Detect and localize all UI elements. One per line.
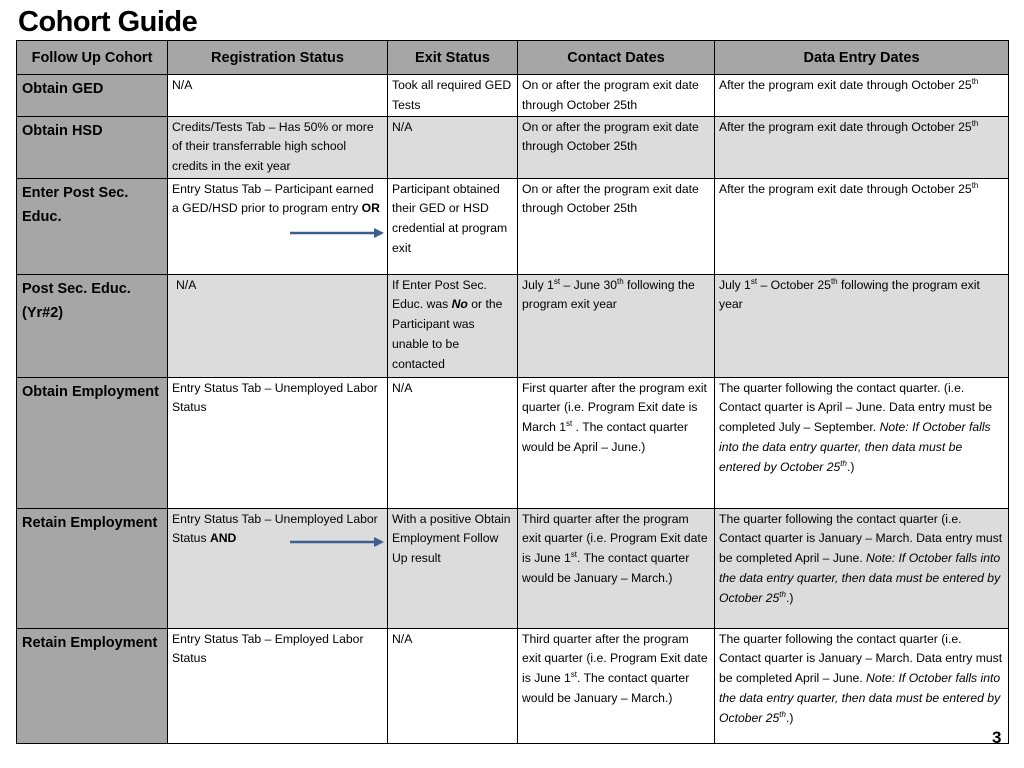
- cohort-guide-table: [16, 40, 1009, 744]
- exit-text-post: or the Participant was unable to be contacted: [392, 297, 503, 371]
- contact-text: Third quarter after the program exit quarter (i.e. Program Exit date is June 1: [522, 631, 708, 686]
- entry-note: Note: If October falls into the data entry quarter, then data must be entered by October 25: [719, 420, 991, 474]
- entry-sup: th: [840, 458, 847, 468]
- contact-sup: st: [566, 419, 573, 429]
- registration-text: N/A: [176, 277, 197, 292]
- contact-dates-cell: [518, 508, 715, 628]
- contact-sup: st: [570, 550, 578, 560]
- contact-sup: st: [553, 276, 561, 286]
- data-entry-dates-cell: [715, 628, 1009, 743]
- exit-status-cell: N/A: [388, 377, 518, 508]
- cohort-cell: Post Sec. Educ. (Yr#2): [17, 274, 168, 377]
- table-row: [17, 628, 1009, 743]
- arrow-head: [374, 537, 384, 547]
- arrow-head: [374, 228, 384, 238]
- contact-sup: th: [617, 276, 624, 286]
- entry-text: The quarter following the contact quarter (i.e. Contact quarter is January – March. Data entry must be completed April – June.: [719, 631, 1003, 686]
- table-row: [17, 377, 1009, 508]
- data-entry-dates-cell: [715, 377, 1009, 508]
- entry-text: After the program exit date through October 25: [719, 181, 972, 196]
- exit-status-cell: Took all required GED Tests: [388, 75, 518, 117]
- data-entry-dates-cell: [715, 116, 1009, 178]
- header-follow-up-cohort: Follow Up Cohort: [17, 41, 168, 75]
- header-registration-status: Registration Status: [168, 41, 388, 75]
- data-entry-dates-cell: [715, 508, 1009, 628]
- contact-text: July 1: [522, 277, 554, 292]
- contact-sup: st: [570, 670, 578, 680]
- contact-dates-cell: [518, 274, 715, 377]
- exit-status-cell: N/A: [388, 628, 518, 743]
- registration-status-cell: Entry Status Tab – Employed Labor Status: [168, 628, 388, 743]
- contact-text: . The contact quarter would be April – June.): [522, 420, 688, 454]
- table-header-row: [17, 41, 1009, 75]
- table-row: [17, 274, 1009, 377]
- exit-text-emphasis: No: [451, 297, 468, 312]
- registration-text: Entry Status Tab – Participant earned a GED/HSD prior to program entry: [172, 181, 374, 216]
- entry-sup: th: [779, 709, 786, 719]
- contact-text: – June 30: [560, 277, 617, 292]
- entry-text-end: .): [846, 459, 855, 474]
- entry-sup: th: [830, 276, 838, 286]
- entry-text-end: .): [785, 590, 794, 605]
- registration-bold: OR: [361, 201, 380, 216]
- cohort-cell: Obtain HSD: [17, 116, 168, 178]
- contact-dates-cell: On or after the program exit date through October 25th: [518, 178, 715, 274]
- page-title: Cohort Guide: [18, 6, 198, 38]
- contact-dates-cell: [518, 377, 715, 508]
- right-arrow-icon: [290, 226, 386, 240]
- registration-status-cell: Credits/Tests Tab – Has 50% or more of their transferrable high school credits in the exit year: [168, 116, 388, 178]
- contact-dates-cell: On or after the program exit date through October 25th: [518, 116, 715, 178]
- table-row: [17, 75, 1009, 117]
- contact-text: . The contact quarter would be January – March.): [522, 551, 690, 585]
- entry-sup: th: [779, 589, 786, 599]
- registration-bold: AND: [209, 531, 237, 546]
- exit-status-cell: Participant obtained their GED or HSD credential at program exit: [388, 178, 518, 274]
- entry-note: Note: If October falls into the data entry quarter, then data must be entered by October 25: [719, 671, 1001, 725]
- entry-text: The quarter following the contact quarter (i.e. Contact quarter is January – March. Data entry must be completed April – June.: [719, 511, 1003, 566]
- entry-text: The quarter following the contact quarter. (i.e. Contact quarter is April – June. Data entry must be completed July – September.: [719, 380, 992, 435]
- header-data-entry-dates: Data Entry Dates: [715, 41, 1009, 75]
- entry-sup: th: [971, 180, 979, 190]
- exit-status-cell: N/A: [388, 116, 518, 178]
- data-entry-dates-cell: [715, 274, 1009, 377]
- contact-dates-cell: [518, 628, 715, 743]
- cohort-cell: Retain Employment: [17, 508, 168, 628]
- registration-status-cell: [168, 274, 388, 377]
- entry-note: Note: If October falls into the data entry quarter, then data must be entered by October 25: [719, 551, 1001, 605]
- cohort-cell: Obtain Employment: [17, 377, 168, 508]
- header-exit-status: Exit Status: [388, 41, 518, 75]
- entry-text: – October 25: [757, 277, 831, 292]
- entry-sup: th: [971, 76, 979, 86]
- exit-status-cell: With a positive Obtain Employment Follow Up result: [388, 508, 518, 628]
- header-contact-dates: Contact Dates: [518, 41, 715, 75]
- table-row: [17, 178, 1009, 274]
- entry-text-end: .): [785, 710, 794, 725]
- cohort-cell: Retain Employment: [17, 628, 168, 743]
- exit-status-cell: [388, 274, 518, 377]
- contact-dates-cell: On or after the program exit date through October 25th: [518, 75, 715, 117]
- entry-sup: st: [750, 276, 758, 286]
- entry-text: following the program exit year: [719, 277, 980, 312]
- data-entry-dates-cell: [715, 178, 1009, 274]
- entry-text: July 1: [719, 277, 751, 292]
- registration-status-cell: [168, 508, 388, 628]
- contact-text: First quarter after the program exit quarter (i.e. Program Exit date is March 1: [522, 380, 707, 435]
- entry-text: After the program exit date through October 25: [719, 119, 972, 134]
- entry-text: After the program exit date through October 25: [719, 78, 972, 92]
- data-entry-dates-cell: [715, 75, 1009, 117]
- exit-text-pre: If Enter Post Sec. Educ. was: [392, 277, 487, 312]
- right-arrow-icon: [290, 535, 386, 549]
- table-row: [17, 116, 1009, 178]
- contact-text: following the program exit year: [522, 277, 695, 312]
- cohort-cell: Enter Post Sec. Educ.: [17, 178, 168, 274]
- contact-text: . The contact quarter would be January – March.): [522, 671, 690, 705]
- entry-sup: th: [971, 118, 979, 128]
- registration-status-cell: N/A: [168, 75, 388, 117]
- cohort-cell: Obtain GED: [17, 75, 168, 117]
- page-number: 3: [992, 728, 1002, 747]
- table-row: [17, 508, 1009, 628]
- registration-status-cell: Entry Status Tab – Unemployed Labor Status: [168, 377, 388, 508]
- contact-text: Third quarter after the program exit quarter (i.e. Program Exit date is June 1: [522, 511, 708, 566]
- registration-text: Entry Status Tab – Unemployed Labor Status: [172, 511, 378, 546]
